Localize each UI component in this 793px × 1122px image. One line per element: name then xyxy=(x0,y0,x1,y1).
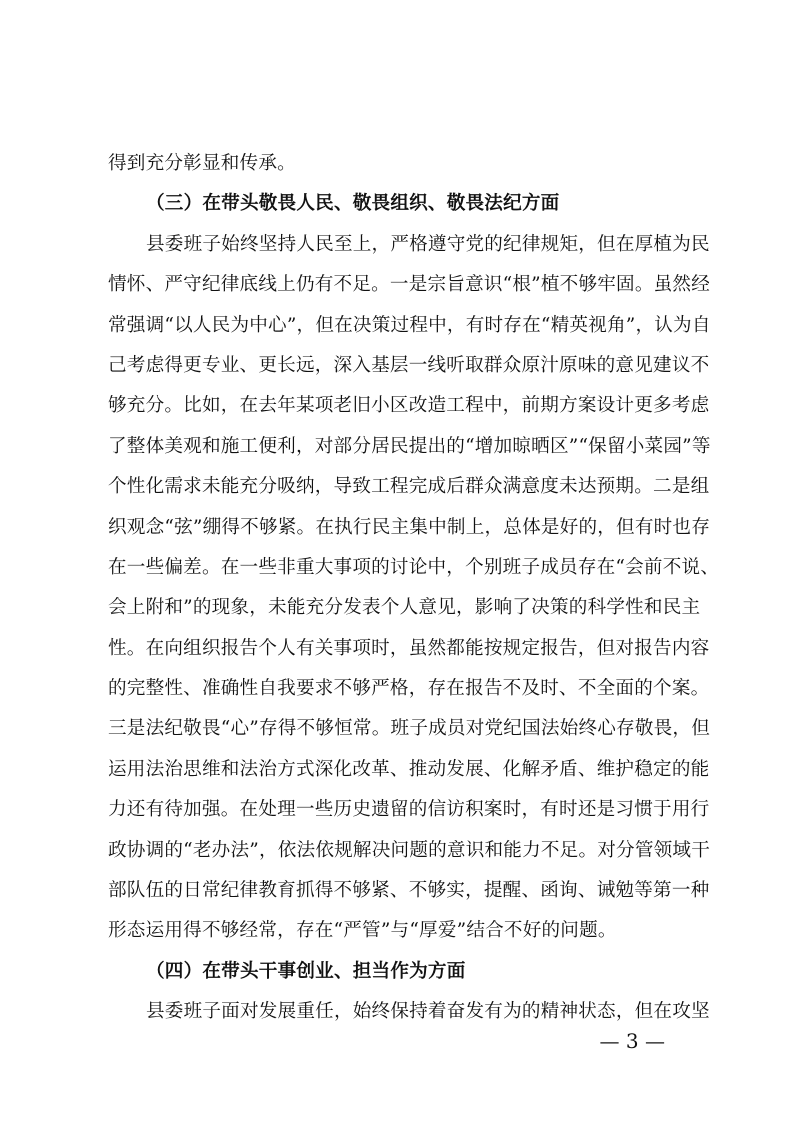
page-number: — 3 — xyxy=(599,1029,665,1053)
text-line: 常强调“以人民为中心”，但在决策过程中，有时存在“精英视角”，认为自 xyxy=(108,314,711,336)
paragraph-start: 县委班子面对发展重任，始终保持着奋发有为的精神状态，但在攻坚 xyxy=(146,1001,710,1023)
text-line: 得到充分彰显和传承。 xyxy=(108,153,296,174)
text-line: 部队伍的日常纪律教育抓得不够紧、不够实，提醒、函询、诫勉等第一种 xyxy=(108,880,710,902)
text-line: 己考虑得更专业、更长远，深入基层一线听取群众原汁原味的意见建议不 xyxy=(108,354,710,376)
text-line: 织观念“弦”绷得不够紧。在执行民主集中制上，总体是好的，但有时也存 xyxy=(108,516,711,538)
text-line: 够充分。比如，在去年某项老旧小区改造工程中，前期方案设计更多考虑 xyxy=(108,395,710,417)
text-line: 了整体美观和施工便利，对部分居民提出的“增加晾晒区”“保留小菜园”等 xyxy=(108,435,711,457)
paragraph-start: 县委班子始终坚持人民至上，严格遵守党的纪律规矩，但在厚植为民 xyxy=(146,233,710,255)
section-heading: （三）在带头敬畏人民、敬畏组织、敬畏法纪方面 xyxy=(146,193,560,215)
text-line: 力还有待加强。在处理一些历史遗留的信访积案时，有时还是习惯于用行 xyxy=(108,799,710,821)
text-line: 会上附和”的现象，未能充分发表个人意见，影响了决策的科学性和民主 xyxy=(108,597,701,619)
text-line: 运用法治思维和法治方式深化改革、推动发展、化解矛盾、维护稳定的能 xyxy=(108,758,710,780)
text-line: 三是法纪敬畏“心”存得不够恒常。班子成员对党纪国法始终心存敬畏，但 xyxy=(108,718,711,740)
text-line: 的完整性、准确性自我要求不够严格，存在报告不及时、不全面的个案。 xyxy=(108,678,710,700)
text-line: 性。在向组织报告个人有关事项时，虽然都能按规定报告，但对报告内容 xyxy=(108,637,710,659)
text-line: 政协调的“老办法”，依法依规解决问题的意识和能力不足。对分管领域干 xyxy=(108,839,711,861)
text-line: 个性化需求未能充分吸纳，导致工程完成后群众满意度未达预期。二是组 xyxy=(108,476,710,498)
text-line: 情怀、严守纪律底线上仍有不足。一是宗旨意识“根”植不够牢固。虽然经 xyxy=(108,274,711,296)
text-line: 在一些偏差。在一些非重大事项的讨论中，个别班子成员存在“会前不说、 xyxy=(108,556,720,578)
text-line: 形态运用得不够经常，存在“严管”与“厚爱”结合不好的问题。 xyxy=(108,920,617,942)
section-heading: （四）在带头干事创业、担当作为方面 xyxy=(146,960,466,982)
body-text xyxy=(108,144,720,1033)
